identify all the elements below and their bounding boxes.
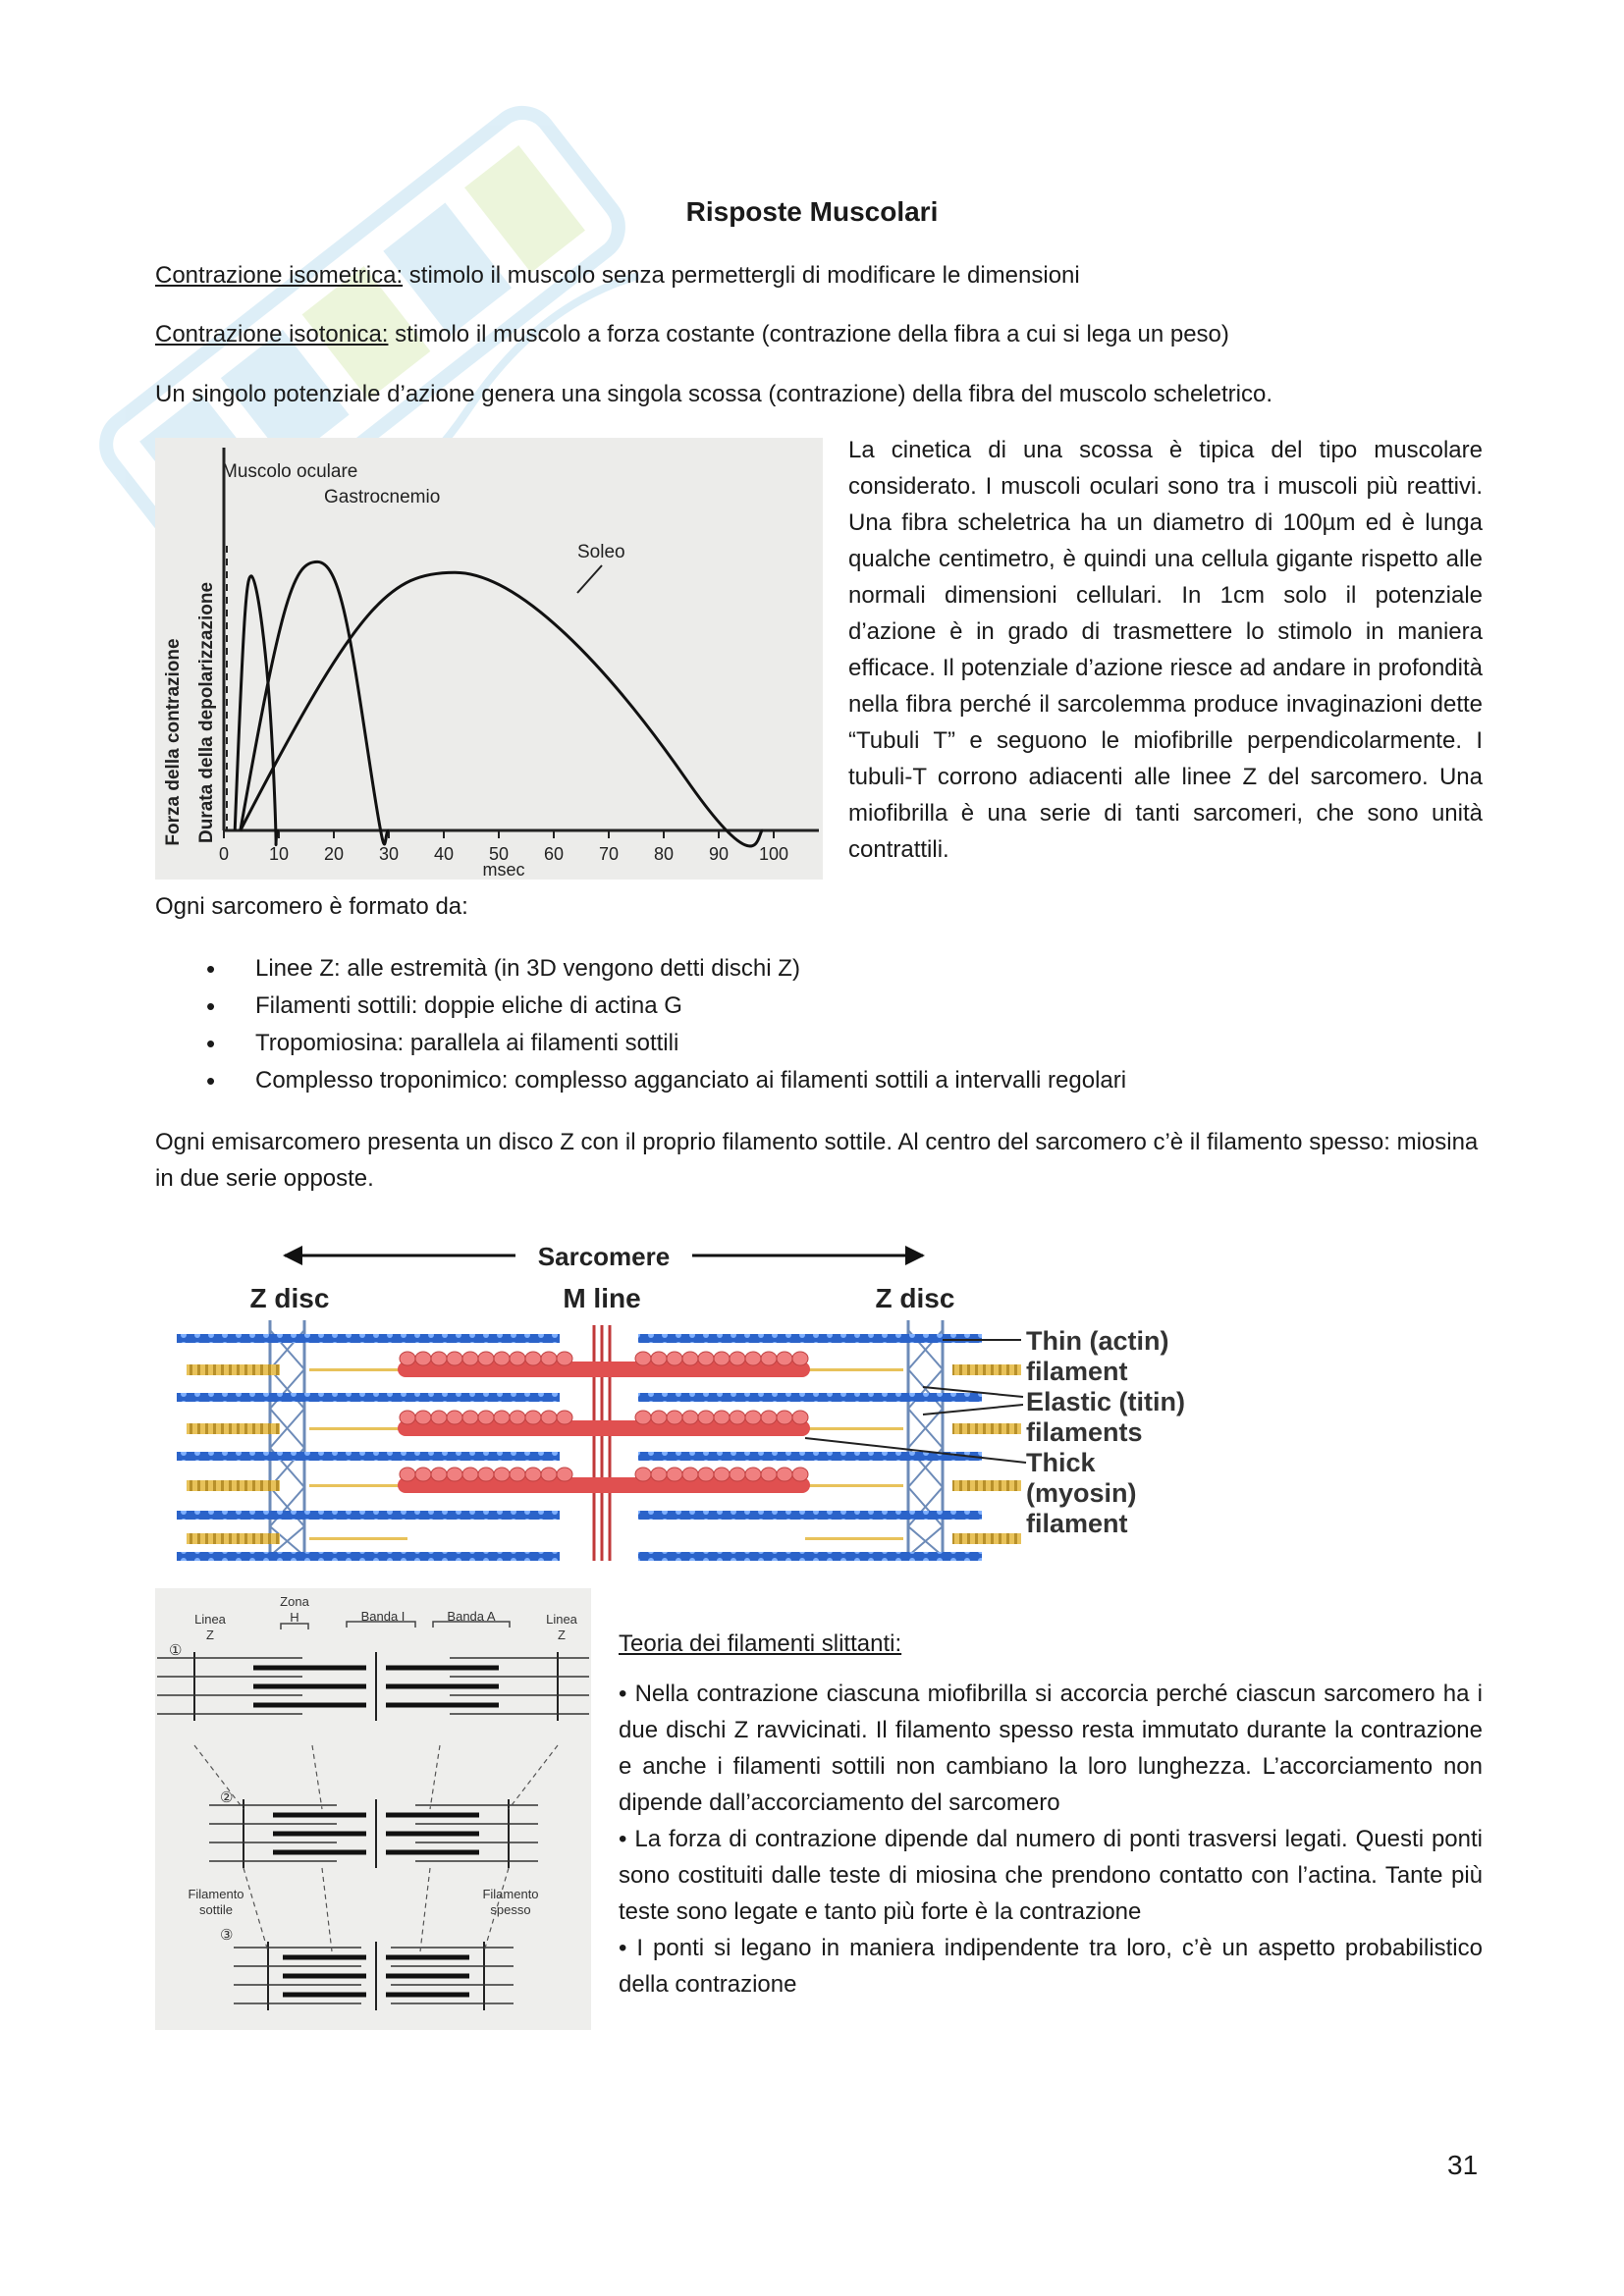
thin-filament-right: [638, 1452, 982, 1461]
titin-right: [952, 1364, 1021, 1375]
myosin-head: [525, 1411, 541, 1424]
curve-label-oculare: Muscolo oculare: [222, 461, 358, 482]
thin-filament-right: [638, 1552, 982, 1561]
curve-label-soleo: Soleo: [577, 542, 625, 562]
myosin-head: [557, 1352, 572, 1365]
myosin-head: [400, 1411, 415, 1424]
myosin-head: [478, 1411, 494, 1424]
label-filamento-spesso: Filamento: [482, 1887, 539, 1901]
ylabel-inner: Durata della depolarizzazione: [196, 581, 217, 844]
thin-filament-left: [177, 1552, 560, 1561]
legend-line: Thick: [1026, 1448, 1096, 1477]
label-filamento-spesso: spesso: [490, 1902, 531, 1917]
theory-item-text: La forza di contrazione dipende dal numero di ponti trasversi legati. Questi ponti sono costituiti dalle teste di miosina che prendono contatto con l’actina. Tante più teste sono legate e tanto più forte è la contrazione: [619, 1826, 1483, 1925]
myosin-head: [510, 1468, 525, 1481]
myosin-head: [431, 1352, 447, 1365]
x-tick-label: 80: [653, 844, 675, 864]
sliding-filaments-diagram: [155, 1588, 591, 2030]
x-tick-label: 90: [708, 844, 730, 864]
figure-background: [155, 1588, 591, 2030]
myosin-head: [682, 1411, 698, 1424]
span-arrow-right: [905, 1246, 925, 1265]
myosin-head: [714, 1411, 730, 1424]
myosin-head: [761, 1468, 777, 1481]
isotonic-definition: [155, 316, 1483, 352]
x-tick-label: 40: [433, 844, 455, 864]
myosin-head: [714, 1468, 730, 1481]
myosin-head: [745, 1468, 761, 1481]
myosin-head: [462, 1468, 478, 1481]
x-tick-label: 100: [758, 844, 789, 864]
myosin-head: [415, 1411, 431, 1424]
list-item: • Tropomiosina: parallela ai filamenti sottili: [196, 1025, 1473, 1062]
sarcomere-diagram: [177, 1222, 1218, 1575]
myosin-head: [478, 1352, 494, 1365]
single-ap-text: Un singolo potenziale d’azione genera una singola scossa (contrazione) della fibra del muscolo scheletrico.: [155, 381, 1272, 407]
theory-title: Teoria dei filamenti slittanti:: [619, 1630, 902, 1657]
label-zona-h: Zona: [280, 1594, 309, 1609]
titin-link: [805, 1368, 903, 1371]
titin-left: [187, 1533, 280, 1544]
sliding-theory-section: [619, 1626, 1483, 2002]
titin-link: [309, 1368, 407, 1371]
myosin-head: [447, 1352, 462, 1365]
theory-item: • Nella contrazione ciascuna miofibrilla si accorcia perché ciascun sarcomero ha i due dischi Z ravvicinati. Il filamento spesso resta immutato durante la contrazione e anche i filamenti sottili non cambiano la loro lunghezza. L’accorciamento non dipende dall’accorciamento del sarcomero: [619, 1681, 1483, 1816]
z-disc-right-label: Z disc: [875, 1283, 955, 1313]
x-tick-label: 20: [323, 844, 345, 864]
myosin-head: [792, 1352, 808, 1365]
isotonic-text: stimolo il muscolo a forza costante (contrazione della fibra a cui si lega un peso): [388, 321, 1229, 347]
thin-filament-right: [638, 1511, 982, 1520]
label-banda-a: Banda A: [447, 1609, 496, 1624]
x-tick-label: 50: [488, 844, 510, 864]
label-filamento-sottile: sottile: [199, 1902, 233, 1917]
myosin-head: [730, 1352, 745, 1365]
thin-filament-left: [177, 1511, 560, 1520]
legend-line: filaments: [1026, 1417, 1143, 1447]
x-tick-label: 60: [543, 844, 565, 864]
myosin-head: [651, 1468, 667, 1481]
list-item: • Complesso troponimico: complesso agganciato ai filamenti sottili a intervalli regolari: [196, 1062, 1473, 1099]
xlabel: msec: [482, 860, 525, 880]
myosin-head: [415, 1352, 431, 1365]
myosin-head: [431, 1411, 447, 1424]
x-tick-label: 0: [218, 844, 230, 864]
thin-filament-right: [638, 1334, 982, 1343]
myosin-head: [667, 1411, 682, 1424]
sarcomere-title: Sarcomere: [537, 1242, 671, 1271]
step-3-number: ③: [220, 1927, 234, 1944]
myosin-head: [761, 1411, 777, 1424]
myosin-head: [792, 1468, 808, 1481]
myosin-head: [462, 1411, 478, 1424]
myosin-head: [494, 1468, 510, 1481]
myosin-head: [525, 1468, 541, 1481]
myosin-head: [698, 1468, 714, 1481]
myosin-head: [635, 1352, 651, 1365]
myosin-head: [415, 1468, 431, 1481]
myosin-head: [557, 1411, 572, 1424]
myosin-head: [557, 1468, 572, 1481]
ylabel-outer: Forza della contrazione: [163, 638, 184, 846]
myosin-head: [651, 1411, 667, 1424]
myosin-head: [651, 1352, 667, 1365]
myosin-head: [462, 1352, 478, 1365]
thin-filament-right: [638, 1393, 982, 1402]
list-item: • Linee Z: alle estremità (in 3D vengono detti dischi Z): [196, 950, 1473, 988]
titin-link: [309, 1427, 407, 1430]
z-disc-left: [270, 1320, 304, 1556]
myosin-head: [635, 1468, 651, 1481]
curve-label-gastrocnemio: Gastrocnemio: [324, 487, 441, 507]
page-title: Risposte Muscolari: [685, 196, 939, 227]
x-tick-label: 30: [378, 844, 400, 864]
label-linea-z-right: Linea: [546, 1612, 577, 1627]
label-linea-z-left: Linea: [194, 1612, 226, 1627]
myosin-head: [541, 1411, 557, 1424]
myosin-head: [447, 1468, 462, 1481]
span-arrow-left: [283, 1246, 302, 1265]
myosin-head: [667, 1468, 682, 1481]
myosin-head: [431, 1468, 447, 1481]
titin-link: [805, 1427, 903, 1430]
label-linea-z-left: Z: [206, 1628, 214, 1642]
legend-line: Thin (actin): [1026, 1326, 1169, 1356]
x-tick-label: 10: [268, 844, 290, 864]
titin-right: [952, 1533, 1021, 1544]
emisarcomere-text: Ogni emisarcomero presenta un disco Z con il proprio filamento sottile. Al centro del sarcomero c’è il filamento spesso: miosina in due serie opposte.: [155, 1129, 1479, 1192]
myosin-head: [400, 1352, 415, 1365]
titin-link: [309, 1537, 407, 1540]
myosin-head: [400, 1468, 415, 1481]
legend-line: filament: [1026, 1357, 1128, 1386]
titin-right: [952, 1423, 1021, 1434]
myosin-head: [698, 1352, 714, 1365]
myosin-head: [494, 1411, 510, 1424]
titin-link: [805, 1537, 903, 1540]
myosin-head: [494, 1352, 510, 1365]
theory-item-text: I ponti si legano in maniera indipendente tra loro, c’è un aspetto probabilistico della contrazione: [619, 1935, 1483, 1998]
theory-item: • La forza di contrazione dipende dal numero di ponti trasversi legati. Questi ponti sono costituiti dalle teste di miosina che prendono contatto con l’actina. Tante più teste sono legate e tanto più forte è la contrazione: [619, 1826, 1483, 1925]
myosin-head: [745, 1411, 761, 1424]
myosin-head: [635, 1411, 651, 1424]
m-line: [594, 1325, 610, 1561]
myosin-head: [682, 1468, 698, 1481]
myosin-head: [525, 1352, 541, 1365]
titin-link: [309, 1484, 407, 1487]
myosin-head: [447, 1411, 462, 1424]
label-zona-h: H: [290, 1610, 299, 1625]
z-disc-left-label: Z disc: [249, 1283, 330, 1313]
titin-left: [187, 1423, 280, 1434]
myosin-head: [682, 1352, 698, 1365]
m-line-label: M line: [563, 1283, 641, 1313]
x-tick-label: 70: [598, 844, 620, 864]
myosin-head: [792, 1411, 808, 1424]
legend-line: (myosin): [1026, 1478, 1137, 1508]
myosin-head: [510, 1411, 525, 1424]
titin-left: [187, 1364, 280, 1375]
titin-link: [805, 1484, 903, 1487]
myosin-head: [714, 1352, 730, 1365]
theory-item: • I ponti si legano in maniera indipendente tra loro, c’è un aspetto probabilistico della contrazione: [619, 1935, 1483, 1998]
myosin-head: [777, 1411, 792, 1424]
myosin-head: [510, 1352, 525, 1365]
myosin-head: [745, 1352, 761, 1365]
legend-line: filament: [1026, 1509, 1128, 1538]
step-1-number: ①: [169, 1642, 183, 1659]
step-2-number: ②: [220, 1789, 234, 1806]
myosin-head: [541, 1468, 557, 1481]
myosin-head: [478, 1468, 494, 1481]
myosin-head: [698, 1411, 714, 1424]
myosin-head: [667, 1352, 682, 1365]
titin-right: [952, 1480, 1021, 1491]
sarcomere-intro: Ogni sarcomero è formato da:: [155, 893, 468, 920]
myosin-head: [777, 1468, 792, 1481]
titin-left: [187, 1480, 280, 1491]
thin-filament-left: [177, 1393, 560, 1402]
myosin-head: [730, 1411, 745, 1424]
twitch-chart: [155, 438, 823, 880]
isometric-text: stimolo il muscolo senza permettergli di modificare le dimensioni: [403, 262, 1080, 289]
isometric-definition: [155, 257, 1483, 294]
sarcomere-components-list: [196, 950, 1473, 1099]
myosin-head: [730, 1468, 745, 1481]
legend-line: Elastic (titin): [1026, 1387, 1186, 1416]
isometric-term: Contrazione isometrica:: [155, 262, 404, 289]
label-banda-i: Banda I: [360, 1609, 406, 1624]
myosin-head: [761, 1352, 777, 1365]
label-linea-z-right: Z: [558, 1628, 566, 1642]
chart-background: [155, 438, 823, 880]
thin-filament-left: [177, 1334, 560, 1343]
isotonic-term: Contrazione isotonica:: [155, 321, 389, 347]
thin-filament-left: [177, 1452, 560, 1461]
twitch-kinetics-text: La cinetica di una scossa è tipica del tipo muscolare considerato. I muscoli oculari sono tra i muscoli più reattivi. Una fibra scheletrica ha un diametro di 100µm ed è lunga qualche centimetro, è quindi una cellula gigante rispetto alle normali dimensioni cellulari. In 1cm solo il potenziale d’azione è in grado di trasmettere lo stimolo in maniera efficace. Il potenziale d’azione riesce ad andare in profondità nella fibra perché il sarcolemma produce invaginazioni dette “Tubuli T” e seguono le miofibrille perpendicolarmente. I tubuli-T corrono adiacenti alle linee Z del sarcomero. Una miofibrilla è una serie di tanti sarcomeri, che sono unità contrattili.: [848, 437, 1483, 863]
list-item: • Filamenti sottili: doppie eliche di actina G: [196, 988, 1473, 1025]
z-disc-right: [908, 1320, 943, 1556]
myosin-head: [777, 1352, 792, 1365]
myosin-head: [541, 1352, 557, 1365]
page-number: 31: [1447, 2150, 1479, 2180]
theory-item-text: Nella contrazione ciascuna miofibrilla si accorcia perché ciascun sarcomero ha i due dischi Z ravvicinati. Il filamento spesso resta immutato durante la contrazione e anche i filamenti sottili non cambiano la loro lunghezza. L’accorciamento non dipende dall’accorciamento del sarcomero: [619, 1681, 1483, 1816]
label-filamento-sottile: Filamento: [188, 1887, 244, 1901]
